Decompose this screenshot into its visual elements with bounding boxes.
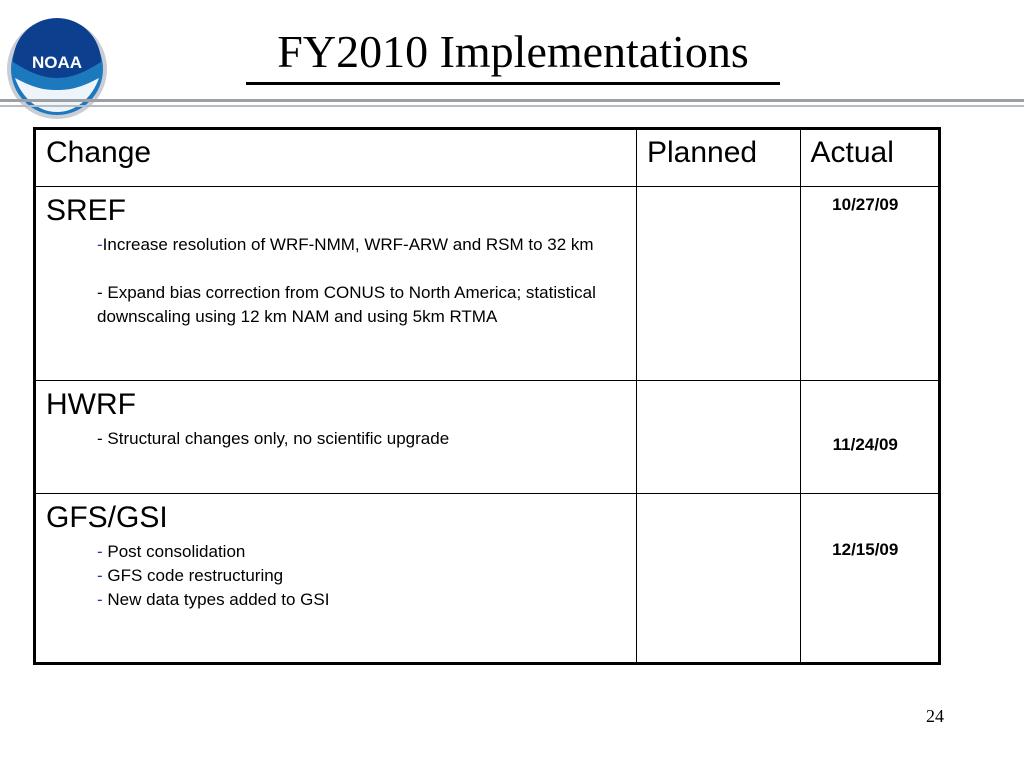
- item-text: Post consolidation: [107, 542, 246, 561]
- change-item: [97, 233, 626, 257]
- change-item: [97, 564, 626, 588]
- item-dash: -: [97, 429, 108, 448]
- table-row-sref: [35, 187, 940, 381]
- change-item: [97, 588, 626, 612]
- planned-cell: [636, 381, 800, 494]
- item-dash: -: [97, 542, 108, 561]
- item-text: New data types added to GSI: [107, 590, 330, 609]
- actual-cell: 11/24/09: [800, 381, 939, 494]
- change-cell: [35, 381, 637, 494]
- table-header-row: [35, 129, 940, 187]
- item-text: GFS code restructuring: [107, 566, 284, 585]
- item-dash: -: [97, 590, 108, 609]
- page-number: 24: [926, 706, 944, 726]
- change-item: [97, 540, 626, 564]
- actual-cell: 12/15/09: [800, 494, 939, 664]
- change-items: [36, 423, 636, 457]
- item-text: Structural changes only, no scientific upgrade: [107, 429, 450, 448]
- item-dash: -: [97, 566, 108, 585]
- header-rule: [0, 99, 1024, 102]
- change-name: GFS/GSI: [46, 501, 168, 534]
- change-cell: [35, 187, 637, 381]
- noaa-logo-text: NOAA: [31, 53, 83, 72]
- header-rule-secondary: [0, 105, 1024, 107]
- change-item: [97, 427, 626, 451]
- header-planned: Planned: [636, 129, 800, 187]
- change-name: SREF: [46, 194, 127, 227]
- change-item: [97, 281, 626, 329]
- planned-cell: [636, 494, 800, 664]
- header-change: Change: [35, 129, 637, 187]
- item-dash: -: [97, 283, 108, 302]
- change-cell: [35, 494, 637, 664]
- table-row-hwrf: [35, 381, 940, 494]
- change-name: HWRF: [46, 388, 136, 421]
- slide-title: FY2010 Implementations: [246, 22, 780, 85]
- change-items: [36, 536, 636, 618]
- header-actual: Actual: [800, 129, 939, 187]
- table-row-gfs-gsi: [35, 494, 940, 664]
- item-text: Increase resolution of WRF-NMM, WRF-ARW and RSM to 32 km: [102, 235, 594, 254]
- implementations-table: [33, 127, 941, 665]
- change-items: [36, 229, 636, 335]
- planned-cell: [636, 187, 800, 381]
- item-text: Expand bias correction from CONUS to North America; statistical downscaling using 12 km NAM and using 5km RTMA: [97, 283, 596, 326]
- item-dash: -: [97, 235, 103, 254]
- actual-cell: 10/27/09: [800, 187, 939, 381]
